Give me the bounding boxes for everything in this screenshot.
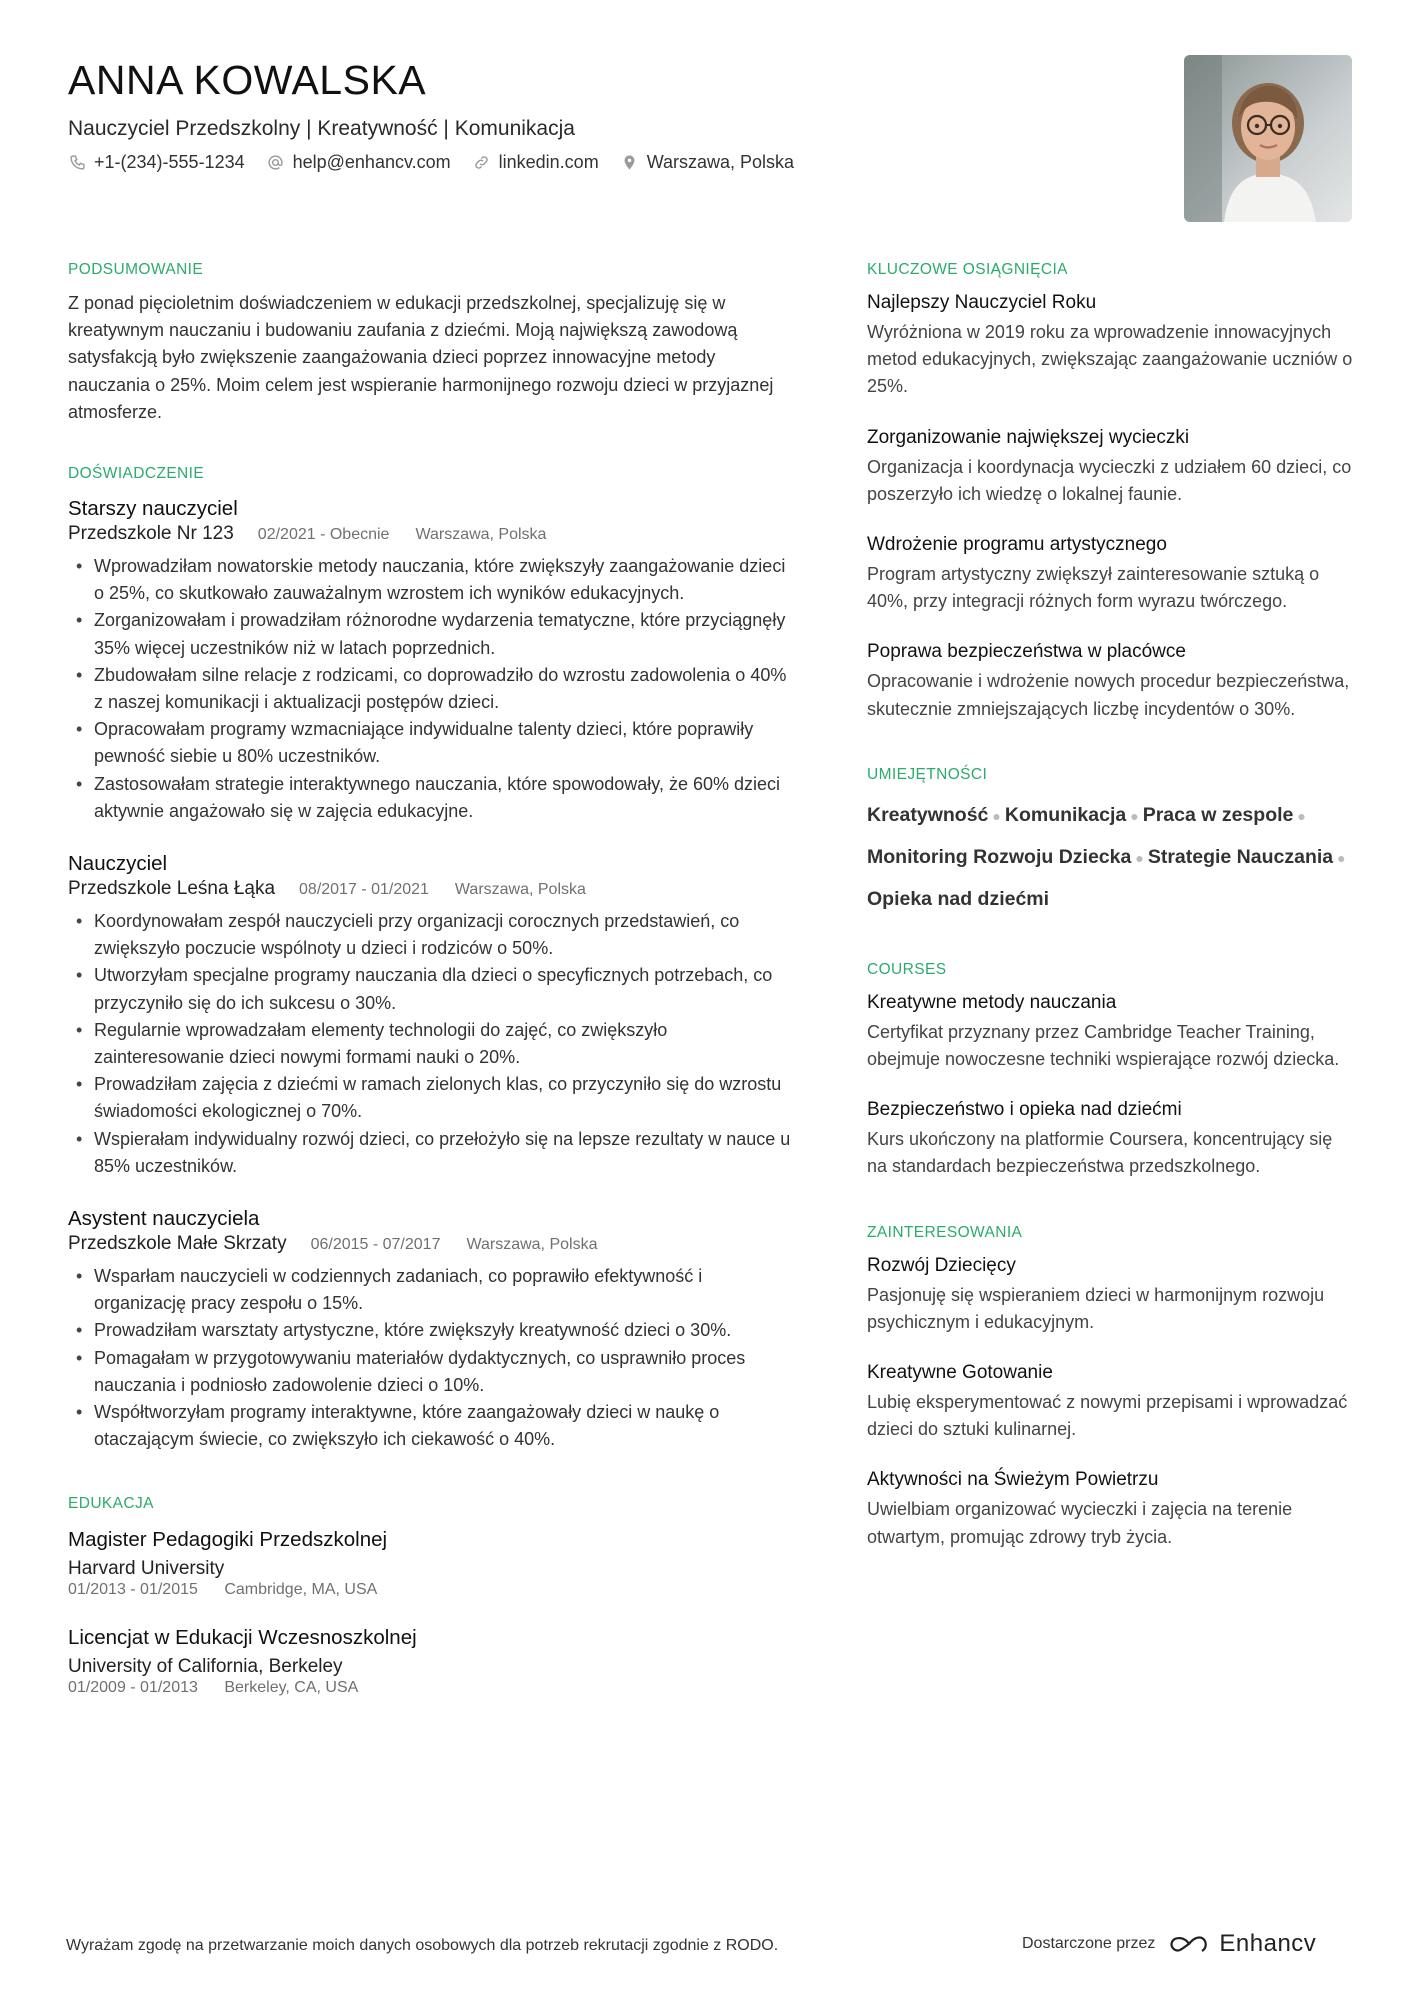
profile-photo: [1184, 55, 1352, 222]
enhancv-logo-icon: [1167, 1932, 1213, 1956]
enhancv-brand: Enhancv: [1219, 1930, 1317, 1957]
summary-text: Z ponad pięcioletnim doświadczeniem w edukacji przedszkolnej, specjalizuję się w kreatywnym nauczaniu i budowaniu zaufania z dziećmi. Moją największą zawodową satysfakcją było zwiększenie zaangażowania dzieci poprzez innowacyjne metody nauczania o 25%. Moim celem jest wspieranie harmonijnego rozwoju dzieci w przyjaznej atmosferze.: [68, 293, 774, 422]
job-bullet: • Współtworzyłam programy interaktywne, które zaangażowały dzieci w naukę o otaczającym świecie, co zwiększyło ich ciekawość o 40%.: [68, 1399, 798, 1453]
job-entry: [68, 496, 798, 825]
job-bullets: [68, 1263, 798, 1453]
job-dates: 02/2021 - Obecnie: [257, 526, 390, 544]
job-location: Warszawa, Polska: [454, 881, 586, 899]
interest-desc: Uwielbiam organizować wycieczki i zajęcia na terenie otwartym, promując zdrowy tryb życia.: [867, 1499, 1293, 1547]
job-bullet: • Regularnie wprowadzałam elementy technologii do zajęć, co zwiększyło zainteresowanie dzieci nowymi formami nauki o 20%.: [68, 1017, 798, 1071]
skills-heading: UMIEJĘTNOŚCI: [867, 765, 988, 783]
education-entry: [68, 1526, 798, 1600]
interest-item: [867, 1253, 1357, 1336]
achievements-section: [867, 260, 1357, 723]
education-meta: [68, 1580, 798, 1600]
job-company: Przedszkole Małe Skrzaty: [68, 1233, 287, 1255]
summary-section: [68, 260, 798, 426]
job-bullet: • Zbudowałam silne relacje z rodzicami, co doprowadziło do wzrostu zadowolenia o 40% z naszej komunikacji i aktualizacji postępów dzieci.: [68, 662, 798, 716]
skills-line: Monitoring Rozwoju Dziecka ● Strategie Nauczania ●: [867, 845, 1346, 868]
job-entry: [68, 1206, 798, 1453]
achievement-item: [867, 425, 1357, 508]
interest-title: Kreatywne Gotowanie: [867, 1362, 1053, 1384]
achievement-desc: Organizacja i koordynacja wycieczki z udziałem 60 dzieci, co poszerzyło ich wiedzę o lokalnej faunie.: [867, 456, 1352, 504]
achievements-heading: KLUCZOWE OSIĄGNIĘCIA: [867, 261, 1068, 278]
achievement-title: Zorganizowanie największej wycieczki: [867, 426, 1190, 448]
job-company: Przedszkole Nr 123: [68, 523, 234, 545]
education-entry: [68, 1624, 798, 1698]
achievement-desc: Opracowanie i wdrożenie nowych procedur bezpieczeństwa, skutecznie zmniejszających liczbę incydentów o 30%.: [867, 671, 1350, 719]
powered-by[interactable]: [1022, 1930, 1316, 1958]
contact-email-text: help@enhancv.com: [292, 152, 451, 172]
skills-line: [867, 879, 1357, 920]
interest-item: [867, 1467, 1357, 1550]
skill-tag: Kreatywność: [867, 803, 989, 826]
course-title: Kreatywne metody nauczania: [867, 991, 1117, 1013]
job-bullets: [68, 553, 798, 825]
interest-title: Aktywności na Świeżym Powietrzu: [867, 1469, 1159, 1491]
job-bullet: • Pomagałam w przygotowywaniu materiałów dydaktycznych, co usprawniło proces nauczania i podniosło zadowolenie dzieci o 10%.: [68, 1345, 798, 1399]
right-column: [867, 260, 1357, 1589]
interest-item: [867, 1360, 1357, 1443]
job-title: Asystent nauczyciela: [68, 1207, 260, 1231]
education-meta: [68, 1678, 798, 1698]
skill-tag: Opieka nad dziećmi: [867, 887, 1050, 910]
job-title: Nauczyciel: [68, 852, 168, 876]
job-bullets: [68, 908, 798, 1180]
education-section: [68, 1494, 798, 1698]
achievement-desc: Program artystyczny zwiększył zainteresowanie sztuką o 40%, przy integracji różnych form wyrazu twórczego.: [867, 564, 1320, 612]
job-meta: [68, 877, 798, 902]
contact-phone[interactable]: [68, 150, 245, 174]
resume-header: [68, 58, 1168, 174]
location-pin-icon: [621, 153, 639, 171]
job-company: Przedszkole Leśna Łąka: [68, 878, 276, 900]
education-school: Harvard University: [68, 1557, 225, 1579]
contact-location-text: Warszawa, Polska: [646, 152, 795, 172]
summary-heading: PODSUMOWANIE: [68, 261, 204, 278]
education-dates: 01/2009 - 01/2013: [68, 1678, 198, 1696]
job-meta: [68, 522, 798, 547]
course-item: [867, 1097, 1357, 1180]
achievement-item: [867, 290, 1357, 401]
experience-section: [68, 464, 798, 1453]
job-entry: [68, 851, 798, 1180]
courses-heading: COURSES: [867, 960, 947, 978]
powered-by-label: Dostarczone przez: [1022, 1935, 1156, 1952]
job-bullet: • Koordynowałam zespół nauczycieli przy organizacji corocznych przedstawień, co zwiększyło poczucie wspólnoty u dzieci i rodziców o 50%.: [68, 908, 798, 962]
left-column: [68, 260, 798, 1736]
job-bullet: • Opracowałam programy wzmacniające indywidualne talenty dzieci, które poprawiły pewność siebie u 80% uczestników.: [68, 716, 798, 770]
skills-list: [867, 795, 1357, 920]
contact-list: [68, 150, 1168, 174]
skill-tag: Komunikacja: [1004, 803, 1127, 826]
gdpr-consent: Wyrażam zgodę na przetwarzanie moich danych osobowych dla potrzeb rekrutacji zgodnie z RODO.: [66, 1937, 779, 1954]
skills-line: Kreatywność ● Komunikacja ● Praca w zespole ●: [867, 803, 1306, 826]
job-meta: [68, 1232, 798, 1257]
interests-section: [867, 1223, 1357, 1551]
courses-section: [867, 960, 1357, 1181]
job-bullet: • Wprowadziłam nowatorskie metody nauczania, które zwiększyły zaangażowanie dzieci o 25%, co skutkowało zauważalnym wzrostem ich wyników edukacyjnych.: [68, 553, 798, 607]
job-bullet: • Wsparłam nauczycieli w codziennych zadaniach, co poprawiło efektywność i organizację pracy zespołu o 15%.: [68, 1263, 798, 1317]
contact-email[interactable]: [267, 150, 451, 174]
course-desc: Kurs ukończony na platformie Coursera, koncentrujący się na standardach bezpieczeństwa przedszkolnego.: [867, 1129, 1333, 1177]
achievement-item: [867, 532, 1357, 615]
contact-phone-text: +1-(234)-555-1234: [94, 152, 245, 172]
education-dates: 01/2013 - 01/2015: [68, 1580, 198, 1598]
skill-tag: Strategie Nauczania: [1147, 845, 1334, 868]
course-item: [867, 990, 1357, 1073]
job-location: Warszawa, Polska: [466, 1236, 598, 1254]
interest-title: Rozwój Dziecięcy: [867, 1254, 1016, 1276]
contact-location: [621, 150, 794, 174]
job-bullet: • Wspierałam indywidualny rozwój dzieci, co przełożyło się na lepsze rezultaty w nauce u 85% uczestników.: [68, 1126, 798, 1180]
course-desc: Certyfikat przyznany przez Cambridge Teacher Training, obejmuje nowoczesne techniki wspierające rozwój dziecka.: [867, 1021, 1340, 1070]
phone-icon: [68, 153, 86, 171]
job-location: Warszawa, Polska: [415, 526, 547, 544]
candidate-name: ANNA KOWALSKA: [68, 57, 427, 103]
link-icon: [473, 153, 491, 171]
job-title: Starszy nauczyciel: [68, 497, 238, 521]
skills-section: [867, 765, 1357, 920]
education-location: Berkeley, CA, USA: [224, 1678, 359, 1696]
education-heading: EDUKACJA: [68, 1494, 154, 1512]
course-title: Bezpieczeństwo i opieka nad dziećmi: [867, 1099, 1182, 1121]
contact-linkedin[interactable]: [473, 150, 599, 174]
job-bullet: • Utworzyłam specjalne programy nauczania dla dzieci o specyficznych potrzebach, co przyczyniło się do ich sukcesu o 30%.: [68, 962, 798, 1016]
education-degree: Licencjat w Edukacji Wczesnoszkolnej: [68, 1625, 417, 1649]
education-degree: Magister Pedagogiki Przedszkolnej: [68, 1527, 388, 1551]
education-location: Cambridge, MA, USA: [224, 1580, 378, 1598]
achievement-item: [867, 639, 1357, 722]
achievement-title: Najlepszy Nauczyciel Roku: [867, 292, 1097, 313]
achievement-title: Poprawa bezpieczeństwa w placówce: [867, 641, 1186, 663]
job-bullet: • Zorganizowałam i prowadziłam różnorodne wydarzenia tematyczne, które przyciągnęły 35% więcej uczestników niż w latach poprzednich.: [68, 607, 798, 661]
interest-desc: Lubię eksperymentować z nowymi przepisami i wprowadzać dzieci do sztuki kulinarnej.: [867, 1392, 1348, 1440]
interests-heading: ZAINTERESOWANIA: [867, 1223, 1023, 1241]
skill-tag: Praca w zespole: [1142, 803, 1294, 826]
achievement-title: Wdrożenie programu artystycznego: [867, 534, 1167, 556]
job-bullet: • Prowadziłam warsztaty artystyczne, które zwiększyły kreatywność dzieci o 30%.: [68, 1317, 798, 1344]
interest-desc: Pasjonuję się wspieraniem dzieci w harmonijnym rozwoju psychicznym i edukacyjnym.: [867, 1284, 1325, 1332]
candidate-headline: Nauczyciel Przedszkolny | Kreatywność | Komunikacja: [68, 117, 575, 140]
job-bullet: • Prowadziłam zajęcia z dziećmi w ramach zielonych klas, co przyczyniło się do wzrostu świadomości ekologicznej o 70%.: [68, 1071, 798, 1125]
job-dates: 08/2017 - 01/2021: [299, 881, 429, 899]
experience-heading: DOŚWIADCZENIE: [68, 465, 205, 483]
skill-tag: Monitoring Rozwoju Dziecka: [867, 845, 1132, 868]
job-dates: 06/2015 - 07/2017: [310, 1236, 441, 1254]
education-school: University of California, Berkeley: [68, 1655, 343, 1677]
job-bullet: • Zastosowałam strategie interaktywnego nauczania, które spowodowały, że 60% dzieci aktywnie angażowało się w zajęcia edukacyjne.: [68, 771, 798, 825]
at-icon: [267, 153, 285, 171]
contact-linkedin-text: linkedin.com: [498, 152, 599, 172]
achievement-desc: Wyróżniona w 2019 roku za wprowadzenie innowacyjnych metod edukacyjnych, zwiększając zaangażowanie uczniów o 25%.: [867, 322, 1353, 397]
